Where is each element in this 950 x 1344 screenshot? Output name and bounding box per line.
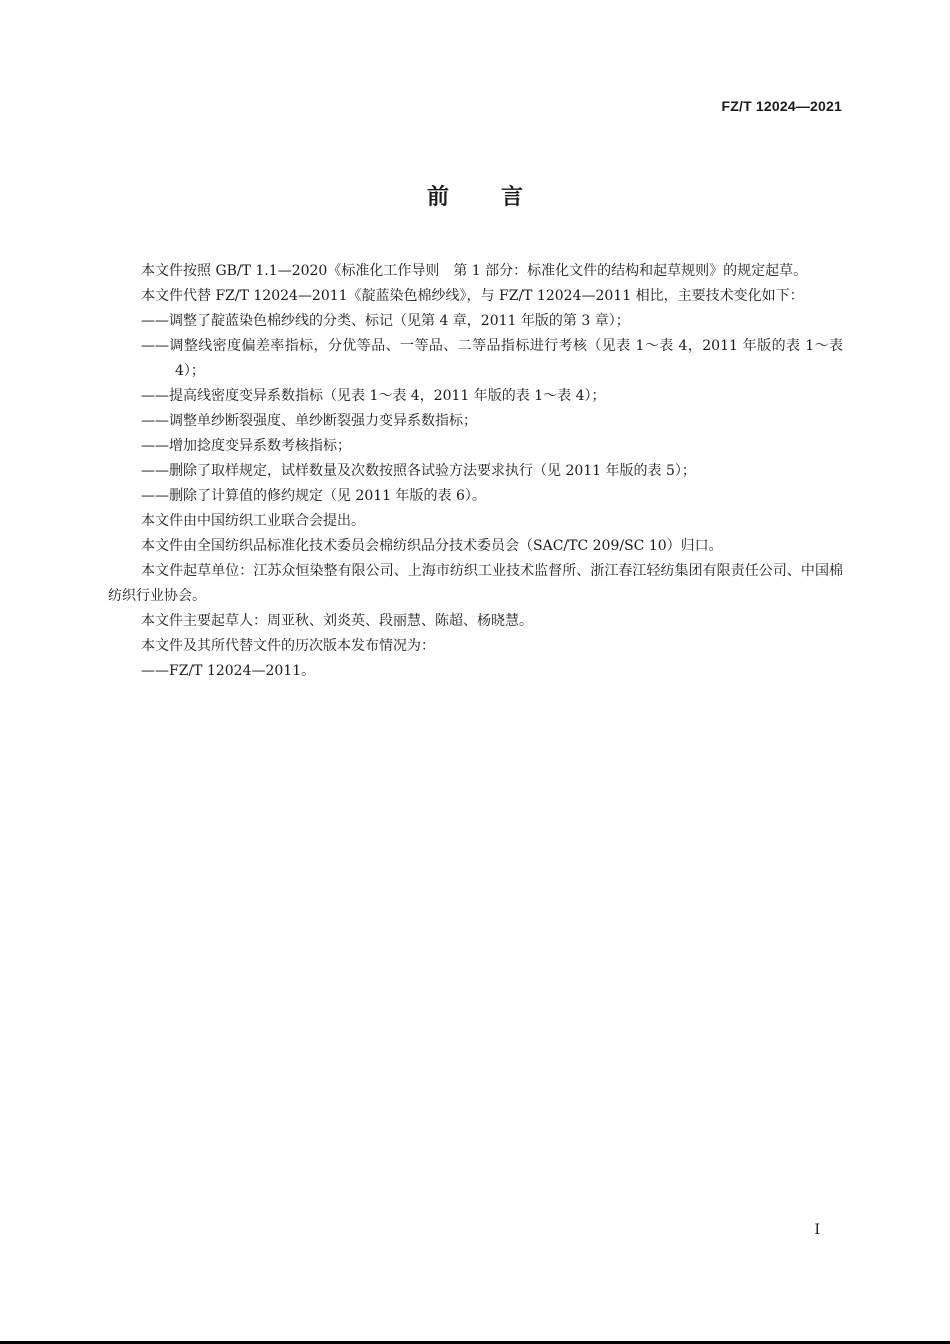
change-item: ——删除了取样规定，试样数量及次数按照各试验方法要求执行（见 2011 年版的表 5）； <box>141 463 696 479</box>
document-code: FZ/T 12024—2021 <box>721 98 842 114</box>
page-number: I <box>814 1222 820 1238</box>
history-item: ——FZ/T 12024—2011。 <box>141 663 316 679</box>
document-body <box>108 259 843 684</box>
change-item: ——提高线密度变异系数指标（见表 1～表 4，2011 年版的表 1～表 4）； <box>141 388 606 404</box>
paragraph-proposer: 本文件由中国纺织工业联合会提出。 <box>141 513 365 529</box>
paragraph-committee: 本文件由全国纺织品标准化技术委员会棉纺织品分技术委员会（SAC/TC 209/SC 10）归口。 <box>141 538 723 554</box>
change-item: ——调整单纱断裂强度、单纱断裂强力变异系数指标； <box>141 413 477 429</box>
change-item: ——删除了计算值的修约规定（见 2011 年版的表 6）。 <box>141 488 486 504</box>
change-item: ——调整线密度偏差率指标，分优等品、一等品、二等品指标进行考核（见表 1～表 4，2011 年版的表 1～表 4）； <box>141 338 843 379</box>
paragraph-drafting-rules: 本文件按照 GB/T 1.1—2020《标准化工作导则 第 1 部分：标准化文件的结构和起草规则》的规定起草。 <box>141 263 808 279</box>
change-item: ——调整了靛蓝染色棉纱线的分类、标记（见第 4 章，2011 年版的第 3 章）； <box>141 313 630 329</box>
section-title: 前言 <box>426 185 575 210</box>
paragraph-drafters: 本文件主要起草人：周亚秋、刘炎英、段丽慧、陈超、杨晓慧。 <box>141 613 533 629</box>
paragraph-drafting-units: 本文件起草单位：江苏众恒染整有限公司、上海市纺织工业技术监督所、浙江春江轻纺集团有限责任公司、中国棉纺织行业协会。 <box>108 563 843 604</box>
paragraph-replacement: 本文件代替 FZ/T 12024—2011《靛蓝染色棉纱线》，与 FZ/T 12024—2011 相比，主要技术变化如下： <box>141 288 804 304</box>
change-item: ——增加捻度变异系数考核指标； <box>141 438 351 454</box>
paragraph-history-intro: 本文件及其所代替文件的历次版本发布情况为： <box>141 638 435 654</box>
